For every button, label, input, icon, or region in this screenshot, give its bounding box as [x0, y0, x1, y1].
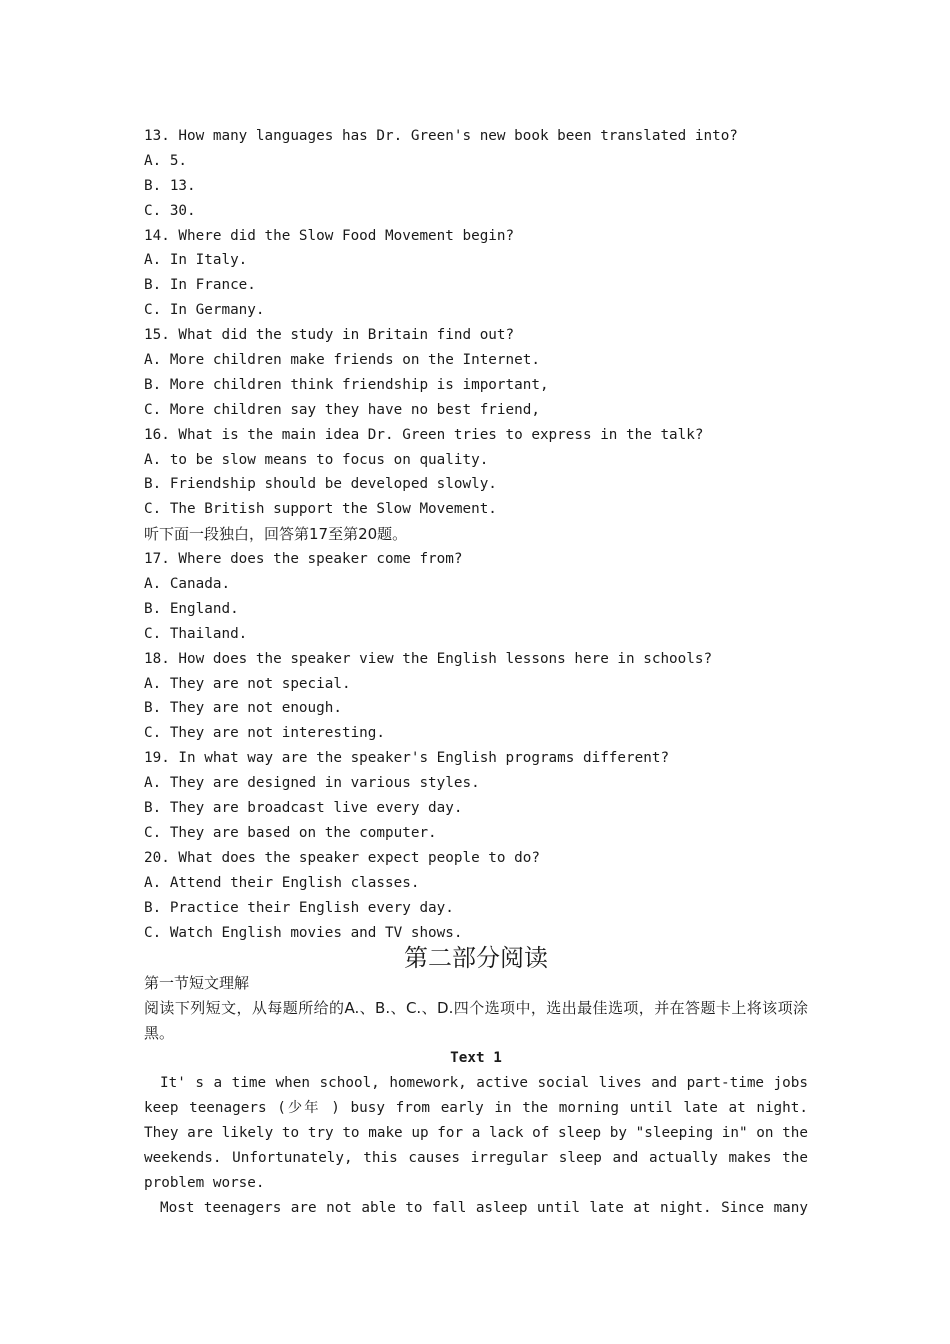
question-stem: 16. What is the main idea Dr. Green tries to express in the talk? [144, 426, 704, 443]
option-c: C. The British support the Slow Movement. [144, 501, 497, 518]
option-b: B. In France. [144, 277, 256, 294]
option-b: B. 13. [144, 177, 196, 194]
question-stem: 20. What does the speaker expect people to do? [144, 849, 540, 866]
option-c: C. They are based on the computer. [144, 824, 437, 841]
option-a: A. Attend their English classes. [144, 874, 420, 891]
question-stem: 13. How many languages has Dr. Green's new book been translated into? [144, 128, 738, 144]
passage-paragraph: Most teenagers are not able to fall asleep until late at night. Since many [160, 1199, 808, 1216]
option-a: A. Canada. [144, 576, 231, 593]
question-16 [144, 423, 808, 523]
question-stem: 18. How does the speaker view the English lessons here in schools? [144, 650, 713, 667]
passage-paragraph: It' s a time when school, homework, active social lives and part-time jobs keep teenagers (少年 ) busy from early in the morning until late at night. They are likely to try to make up for a lack of sleep by "sleeping in" on the weekends. Unfortunately, this causes irregular sleep and actually makes the problem worse. [144, 1074, 808, 1191]
question-14 [144, 224, 808, 324]
option-a: A. 5. [144, 152, 188, 169]
question-17 [144, 547, 808, 647]
part-title: 第二部分阅读 [404, 944, 548, 973]
question-15 [144, 323, 808, 423]
option-c: C. They are not interesting. [144, 725, 386, 742]
option-a: A. They are not special. [144, 675, 351, 692]
option-a: A. to be slow means to focus on quality. [144, 451, 489, 468]
option-a: A. They are designed in various styles. [144, 775, 480, 792]
option-a: A. In Italy. [144, 252, 248, 269]
document-content [144, 124, 808, 1220]
option-c: C. Watch English movies and TV shows. [144, 924, 463, 941]
option-b: B. They are broadcast live every day. [144, 800, 463, 817]
question-20 [144, 846, 808, 946]
reading-instruction: 阅读下列短文，从每题所给的A.、B.、C.、D.四个选项中，选出最佳选项，并在答题卡上将该项涂黑。 [144, 999, 808, 1043]
question-stem: 19. In what way are the speaker's English programs different? [144, 750, 670, 767]
option-b: B. England. [144, 600, 239, 617]
option-c: C. In Germany. [144, 302, 265, 319]
option-c: C. Thailand. [144, 625, 248, 642]
listening-instruction: 听下面一段独白，回答第17至第20题。 [144, 525, 408, 544]
question-stem: 17. Where does the speaker come from? [144, 551, 463, 568]
option-a: A. More children make friends on the Internet. [144, 352, 540, 369]
option-b: B. More children think friendship is important, [144, 376, 549, 393]
option-c: C. 30. [144, 202, 196, 219]
option-b: B. They are not enough. [144, 700, 342, 717]
option-b: B. Friendship should be developed slowly. [144, 476, 497, 493]
question-13 [144, 124, 808, 224]
section-title: 第一节短文理解 [144, 974, 250, 993]
option-b: B. Practice their English every day. [144, 899, 454, 916]
question-stem: 15. What did the study in Britain find out? [144, 327, 515, 344]
text-title: Text 1 [450, 1050, 502, 1067]
option-c: C. More children say they have no best friend, [144, 401, 540, 418]
question-18 [144, 647, 808, 747]
question-19 [144, 746, 808, 846]
question-stem: 14. Where did the Slow Food Movement begin? [144, 227, 515, 244]
